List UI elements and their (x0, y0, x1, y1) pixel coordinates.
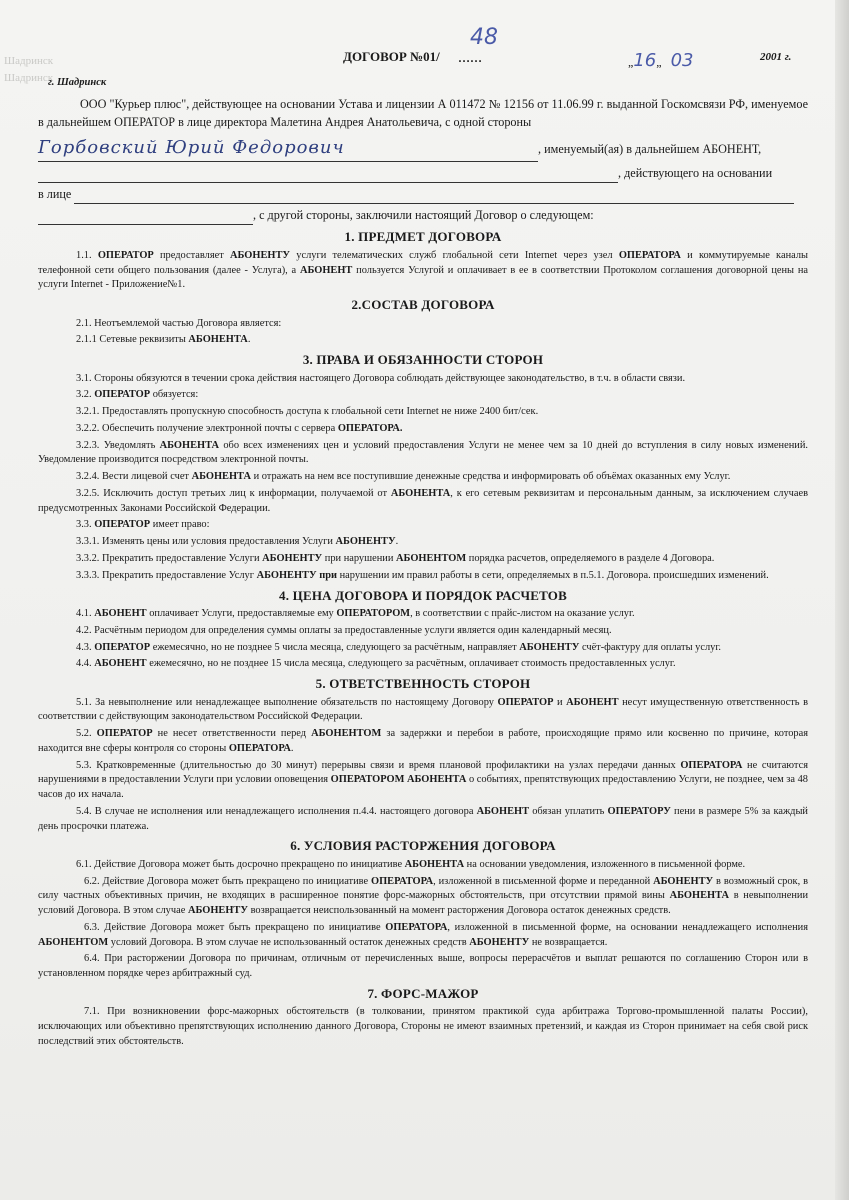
preamble-subscriber-line: Горбовский Юрий Федорович , именуемый(ая) в дальнейшем АБОНЕНТ, (38, 134, 808, 162)
clause-3-3-3: 3.3.3. Прекратить предоставление Услуг АБОНЕНТУ при нарушении им правил работы в сети, определяемых в п.5.1. Договора. происшедших изменений. (76, 569, 769, 581)
bleed-through-text-2: Шадринск (4, 72, 54, 84)
city-label: г. Шадринск (48, 77, 107, 88)
preamble-1: ООО "Курьер плюс", действующее на основании Устава и лицензии А 011472 № 12156 от 11.06.99 г. выданной Госкомсвязи РФ, именуемое в дальнейшем ОПЕРАТОР в лице директора Малетина Андрея Анатольевича, с одной стороны (38, 96, 808, 130)
bleed-through-text-1: Шадринск (4, 55, 54, 67)
clause-3-2-3: 3.2.3. Уведомлять АБОНЕНТА обо всех изменениях цен и условий предоставления Услуги не менее чем за 10 дней до вступления в силу новых изменений. Уведомление производится посредством электронной почты. (38, 439, 808, 466)
clause-3-2-4: 3.2.4. Вести лицевой счет АБОНЕНТА и отражать на нем все поступившие денежные средства и информировать об объёмах оказанных ему Услуг. (76, 471, 731, 483)
contract-body (38, 25, 809, 1052)
page-edge-shadow (835, 0, 849, 1200)
clause-5-1: 5.1. За невыполнение или ненадлежащее выполнение обязательств по настоящему Договору ОПЕРАТОР и АБОНЕНТ несут имущественную ответственность в соответствии с действующим законодательством Российской Федерации. (38, 696, 808, 723)
preamble-represented-line: , действующего на основании (38, 164, 808, 183)
contract-date: „16„ 03 (628, 50, 694, 71)
section-1-heading: 1. ПРЕДМЕТ ДОГОВОРА (344, 229, 502, 245)
clause-6-2: 6.2. Действие Договора может быть прекращено по инициативе ОПЕРАТОРА, изложенной в письменной форме и переданной АБОНЕНТУ в возможный срок, в силу частных объективных причин, не входящих в расширенное понятие форс-мажорных обстоятельств, при отсутствии прямой вины АБОНЕНТА в невыполнении условий Договора. В этом случае АБОНЕНТУ возвращается неиспользованный на момент расторжения Договора остаток денежных средств. (38, 875, 809, 917)
clause-6-1: 6.1. Действие Договора может быть досрочно прекращено по инициативе АБОНЕНТА на основании уведомления, изложенного в письменной форме. (76, 858, 746, 870)
contract-year: 2001 г. (760, 51, 792, 63)
clause-2-1-1: 2.1.1 Сетевые реквизиты АБОНЕНТА. (76, 334, 251, 346)
clause-3-3-2: 3.3.2. Прекратить предоставление Услуги АБОНЕНТУ при нарушении АБОНЕНТОМ порядка расчетов, определяемого в разделе 4 Договора. (76, 553, 715, 564)
clause-3-2-5: 3.2.5. Исключить доступ третьих лиц к информации, получаемой от АБОНЕНТА, к его сетевым реквизитам и персональным данным, за исключением случаев предусмотренных Законами Российской Федерации. (38, 487, 809, 514)
section-7-heading: 7. ФОРС-МАЖОР (367, 985, 479, 1001)
section-2-heading: 2.СОСТАВ ДОГОВОРА (351, 297, 495, 313)
contract-header (38, 25, 808, 71)
clause-5-3: 5.3. Кратковременные (длительностью до 30 минут) перерывы связи и время плановой профилактики на узлах передачи данных ОПЕРАТОРА не считаются нарушениями в предоставлении Услуги при условии оповещения ОПЕРАТОРОМ АБОНЕНТА о событиях, препятствующих предоставлению Услуги, не позднее, чем за 48 часов до их начала. (38, 759, 808, 801)
clause-4-2: 4.2. Расчётным периодом для определения суммы оплаты за предоставленные услуги является один календарный месяц. (76, 624, 612, 636)
clause-4-1: 4.1. АБОНЕНТ оплачивает Услуги, предоставляемые ему ОПЕРАТОРОМ, в соответствии с прайс-листом на оказание услуг. (76, 607, 635, 619)
contract-title: ДОГОВОР №01/ (343, 49, 440, 64)
number-dots: …… (458, 51, 482, 65)
clause-3-1: 3.1. Стороны обязуются в течении срока действия настоящего Договора соблюдать действующее законодательство, в т.ч. в области связи. (76, 372, 686, 384)
clause-3-2-2: 3.2.2. Обеспечить получение электронной почты с сервера ОПЕРАТОРА. (76, 422, 403, 434)
clause-6-3: 6.3. Действие Договора может быть прекращено по инициативе ОПЕРАТОРА, изложенной в письменной форме, на основании ненадлежащего исполнения АБОНЕНТОМ условий Договора. В этом случае не использованный остаток денежных средств АБОНЕНТУ не возвращается. (38, 921, 808, 948)
handwritten-subscriber-name: Горбовский Юрий Федорович (38, 136, 345, 158)
clause-1-1: 1.1. ОПЕРАТОР предоставляет АБОНЕНТУ услуги телематических служб глобальной сети Internet через узел ОПЕРАТОРА и коммутируемые каналы телефонной сети общего пользования (далее - Услуга), а АБОНЕНТ пользуется Услугой и оплачивает в ее в соответствии Протоколом соглашения договорной цены на услуги Internet - Приложение№1. (38, 249, 808, 291)
section-4-heading: 4. ЦЕНА ДОГОВОРА И ПОРЯДОК РАСЧЕТОВ (279, 587, 567, 603)
clause-3-2: 3.2. ОПЕРАТОР обязуется: (76, 389, 199, 401)
handwritten-number: 48 (470, 25, 498, 50)
preamble-other-side: , с другой стороны, заключили настоящий Договор о следующем: (38, 206, 808, 225)
clause-6-4: 6.4. При расторжении Договора по причинам, отличным от перечисленных выше, вопросы перерасчётов и выплат решаются по соглашению Сторон или в установленном порядке через арбитражный суд. (38, 953, 808, 980)
clause-5-2: 5.2. ОПЕРАТОР не несет ответственности перед АБОНЕНТОМ за задержки и перебои в работе, происходящие прямо или косвенно по причине, которая находится вне сферы контроля со стороны ОПЕРАТОРА. (38, 728, 809, 754)
clause-3-2-1: 3.2.1. Предоставлять пропускную способность доступа к глобальной сети Internet не ниже 2400 бит/сек. (76, 406, 539, 418)
clause-2-1: 2.1. Неотъемлемой частью Договора является: (76, 317, 282, 329)
clause-3-3-1: 3.3.1. Изменять цены или условия предоставления Услуги АБОНЕНТУ. (76, 536, 399, 548)
preamble-person-line: в лице (38, 185, 808, 204)
section-3-heading: 3. ПРАВА И ОБЯЗАННОСТИ СТОРОН (302, 352, 544, 368)
clause-3-3: 3.3. ОПЕРАТОР имеет право: (76, 519, 210, 531)
clause-4-3: 4.3. ОПЕРАТОР ежемесячно, но не позднее 5 числа месяца, следующего за расчётным, направляет АБОНЕНТУ счёт-фактуру для оплаты услуг. (76, 641, 722, 653)
clause-5-4: 5.4. В случае не исполнения или ненадлежащего исполнения п.4.4. настоящего договора АБОНЕНТ обязан уплатить ОПЕРАТОРУ пени в размере 5% за каждый день просрочки платежа. (38, 805, 808, 832)
clause-4-4: 4.4. АБОНЕНТ ежемесячно, но не позднее 15 числа месяца, следующего за расчётным, оплачивает стоимость предоставленных услуг. (76, 658, 676, 670)
section-5-heading: 5. ОТВЕТСТВЕННОСТЬ СТОРОН (315, 676, 531, 692)
clause-7-1: 7.1. При возникновении форс-мажорных обстоятельств (в толковании, принятом практикой суда арбитража Торгово-промышленной палаты России), исключающих или объективно препятствующих исполнению данного Договора, Стороны не имеют взаимных претензий, и каждая из Сторон принимает на себя свой риск последствий этих обстоятельств. (38, 1006, 808, 1047)
section-6-heading: 6. УСЛОВИЯ РАСТОРЖЕНИЯ ДОГОВОРА (290, 838, 556, 854)
